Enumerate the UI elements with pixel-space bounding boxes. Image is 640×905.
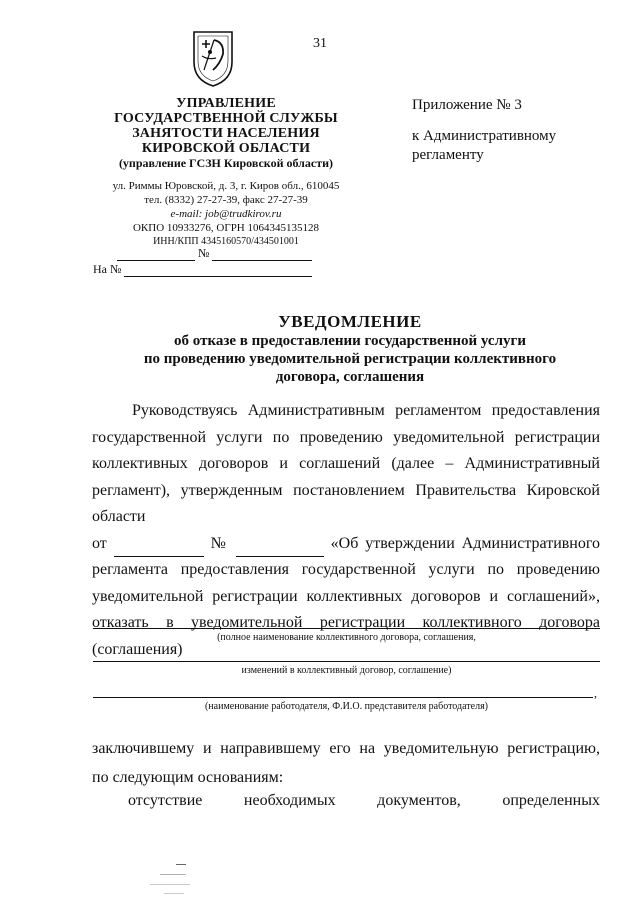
agreement-name-line [93,628,600,629]
organization-name: УПРАВЛЕНИЕ ГОСУДАРСТВЕННОЙ СЛУЖБЫ ЗАНЯТОСТИ НАСЕЛЕНИЯ КИРОВСКОЙ ОБЛАСТИ [114,96,338,156]
notice-body: Руководствуясь Административным регламентом предоставления государственной услуги по проведению уведомительной регистрации коллективных договоров и соглашений (далее – Административный регламент), утвержденным постановлением Правительства Кировской области от № «Об утверждении Административного регламента предоставления государственной услуги по проведению уведомительной регистрации коллективных договоров и соглашений», отказать в уведомительной регистрации коллективного договора (соглашения) [92,402,601,658]
notice-subtitle: об отказе в предоставлении государственной услуги по проведению уведомительной регистрации коллективного договора, соглашения [143,333,557,385]
refusal-reasons-line: отсутствие необходимых документов, определенных [128,792,600,809]
organization-contacts [95,179,357,249]
employer-line-comma: , [594,686,597,700]
scan-speck [160,874,186,875]
organization-address: ул. Риммы Юровской, д. 3, г. Киров обл., 610045 [112,180,340,192]
organization-okpo: ОКПО 10933276, ОГРН 1064345135128 [132,222,320,234]
employer-name-line [93,697,593,698]
agreement-changes-caption: изменений в коллективный договор, соглашение) [241,665,452,676]
resolution-reference-line: от № «Об утверждении Административного [92,531,600,558]
kirov-coat-of-arms-icon [190,30,236,88]
scan-speck [176,864,186,865]
employer-caption: (наименование работодателя, Ф.И.О. представителя работодателя) [204,701,489,712]
scan-speck [164,893,184,894]
organization-inn: ИНН/КПП 4345160570/434501001 [153,236,299,247]
page-number: 31 [313,36,327,51]
scan-speck [150,884,190,885]
agreement-name-caption: (полное наименование коллективного договора, соглашения, [217,632,476,643]
reply-reference-line: На № [93,262,333,277]
notice-title: УВЕДОМЛЕНИЕ [278,312,422,331]
agreement-changes-line [93,661,600,662]
appendix-reference: Приложение № 3 к Административному регламенту [412,97,557,163]
organization-short-name: (управление ГСЗН Кировской области) [118,156,334,170]
organization-phone: тел. (8332) 27-27-39, факс 27-27-39 [144,194,308,206]
organization-email: e-mail: job@trudkirov.ru [170,208,282,220]
organization-header [95,96,357,249]
outgoing-number-line: № [117,246,331,261]
closing-text: заключившему и направившему его на уведомительную регистрацию, по следующим основаниям: [92,740,600,786]
